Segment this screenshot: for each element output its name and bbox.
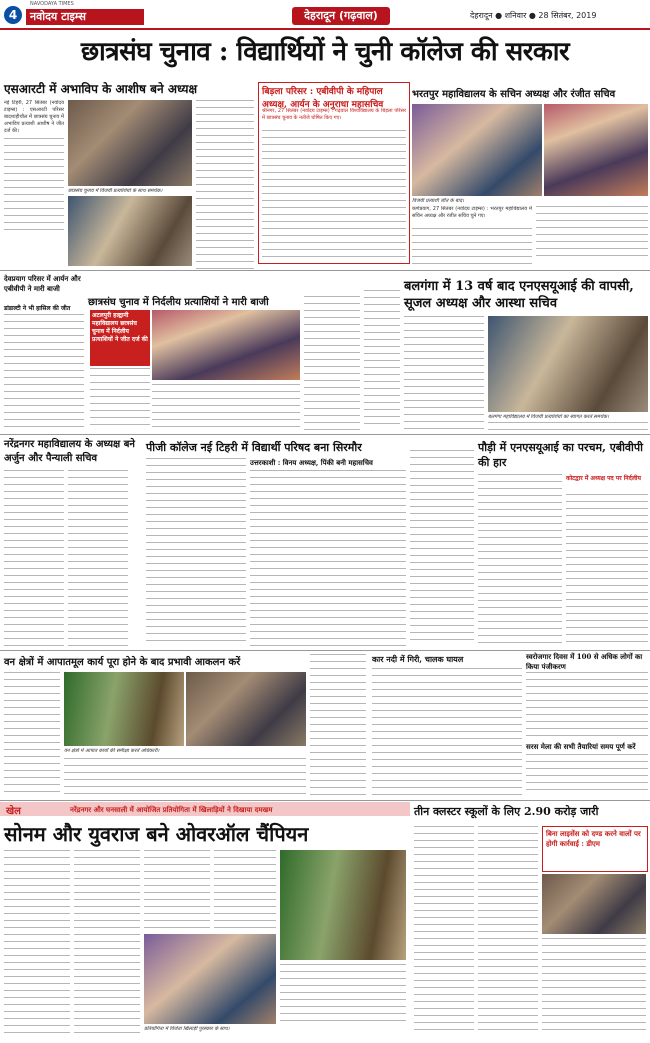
sports-body-3	[144, 850, 210, 930]
photo-bharatpur-1	[412, 104, 542, 196]
photo-caption-balganga: बलगंगा महाविद्यालय में विजयी प्रत्याशियों का स्वागत करते समर्थक।	[488, 414, 609, 420]
issue-date: देहरादून ● शनिवार ● 28 सितंबर, 2019	[470, 11, 597, 20]
article-body-pg-college	[146, 458, 246, 646]
photo-srt-winners	[68, 100, 192, 186]
article-title-bharatpur: भरतपुर महाविद्यालय के सचिन अध्यक्ष और रंजीत सचिव	[412, 89, 616, 100]
sports-body-2	[74, 850, 140, 1036]
article-body-srt	[4, 138, 64, 234]
photo-sports-2	[280, 850, 406, 960]
article-title-devprayag: देवप्रयाग परिसर में आर्यन और एबीवीपी ने मारी बाजी	[4, 274, 81, 293]
article-lead-bharatpur: कर्णप्रयाग, 27 सितंबर (नवोदय टाइम्स) : भरतपुर महाविद्यालय में सचिन अध्यक्ष और रंजीत सचिव चुने गए।	[412, 206, 532, 219]
article-body-independent-2	[152, 384, 300, 430]
article-body-kotdwar	[566, 494, 648, 646]
sports-headline: सोनम और युवराज बने ओवरऑल चैंपियन	[4, 822, 309, 846]
article-title-self-employment: स्वरोजगार दिवस में 100 से अधिक लोगों का किया पंजीकरण	[526, 652, 643, 671]
sports-body-5	[280, 964, 406, 1024]
photo-dm	[542, 874, 646, 934]
article-title-pg-college: पीजी कॉलेज नई टिहरी में विद्यार्थी परिषद बना सिरमौर	[146, 441, 362, 454]
article-body-cluster-1	[414, 826, 474, 1036]
article-title-pauri: पौड़ी में एनएसयूआई का परचम, एबीवीपी की हार	[478, 441, 643, 469]
article-title-forest: वन क्षेत्रों में आपातमूल कार्य पूरा होने के बाद प्रभावी आकलन करें	[4, 657, 241, 668]
license-box-text: बिना लाइसेंस को दण्ड करने वालों पर होगी कार्रवाई : डीएम	[546, 829, 641, 848]
article-body-side	[410, 450, 474, 646]
article-sub-kotdwar: कोटद्वार में अध्यक्ष पद पर निर्दलीय	[566, 475, 641, 482]
article-body-narendranagar	[4, 470, 64, 646]
article-body-forest-2	[64, 758, 306, 796]
article-body-forest-3	[310, 654, 366, 796]
photo-caption-forest: वन क्षेत्रों में आपात कार्यों की समीक्षा करते अधिकारी।	[64, 748, 160, 754]
article-body-saras-mela	[526, 754, 648, 796]
article-body-self-employment	[526, 672, 648, 740]
photo-bharatpur-2	[544, 104, 648, 196]
photo-forest-meeting	[64, 672, 184, 746]
article-body-birla	[262, 130, 406, 258]
article-body-devprayag	[4, 314, 84, 428]
row-divider-2	[0, 434, 650, 435]
article-title-birla: बिड़ला परिसर : एबीवीपी के महिपाल अध्यक्ष, आर्यन के अनुराधा महासचिव	[262, 87, 384, 110]
article-body-balganga-left	[364, 290, 400, 430]
row-divider-4	[0, 800, 650, 801]
section-tab: देहरादून (गढ़वाल)	[292, 7, 390, 25]
photo-caption-srt: छात्रसंघ चुनाव में विजयी प्रत्याशियों के साथ समर्थक।	[68, 188, 163, 194]
highlight-box-haldwani: अटलपुरी हल्द्वानी महाविद्यालय छात्रसंघ चुनाव में निर्दलीय प्रत्याशियों ने जीत दर्ज की	[90, 310, 150, 366]
article-title-saras-mela: सरस मेला की सभी तैयारियां समय पूर्ण करें	[526, 742, 636, 751]
article-body-balganga-2	[488, 422, 648, 430]
article-body-forest	[4, 672, 60, 796]
photo-balganga	[488, 316, 648, 412]
article-body-bharatpur-2	[536, 206, 648, 262]
article-title-narendranagar: नरेंद्रनगर महाविद्यालय के अध्यक्ष बने अर्जुन और पैन्याली सचिव	[4, 439, 135, 464]
article-title-cluster-schools: तीन क्लस्टर स्कूलों के लिए 2.90 करोड़ जारी	[414, 805, 599, 818]
row-divider-3	[0, 650, 650, 651]
article-body-cluster-3	[542, 938, 646, 1036]
sports-label: खेल	[6, 806, 21, 817]
article-lead-srt: नई टिहरी, 27 सितंबर (नवोदय टाइम्स) : एसआरटी परिसर बादशाहीथौल में छात्रसंघ चुनाव में अभाविप प्रत्याशी आशीष ने जीत दर्ज की।	[4, 100, 64, 134]
article-body-cluster-2	[478, 826, 538, 1036]
main-headline: छात्रसंघ चुनाव : विद्यार्थियों ने चुनी कॉलेज की सरकार	[80, 37, 570, 67]
page-number: 4	[4, 6, 22, 24]
article-body-narendranagar-2	[68, 470, 128, 646]
sports-body-4	[214, 850, 276, 930]
photo-sports-winners	[144, 934, 276, 1024]
sports-photo-caption: प्रतियोगिता में विजेता खिलाड़ी पुरस्कार के साथ।	[144, 1026, 230, 1032]
article-body-independent	[90, 368, 150, 430]
article-body-bharatpur	[412, 228, 532, 264]
article-body-pauri	[478, 474, 562, 646]
article-title-independent: छात्रसंघ चुनाव में निर्दलीय प्रत्याशियों ने मारी बाजी	[88, 297, 269, 308]
article-sub-uttarkashi: उत्तरकाशी : विनय अध्यक्ष, पिंकी बनी महासचिव	[250, 458, 373, 467]
photo-srt-group	[68, 196, 192, 266]
row-divider-1	[0, 270, 650, 271]
article-body-car-accident	[372, 668, 522, 796]
article-title-balganga: बलगंगा में 13 वर्ष बाद एनएसयूआई की वापसी, सूजल अध्यक्ष और आस्था सचिव	[404, 279, 634, 311]
article-body-independent-3	[304, 296, 360, 430]
sports-strap: नरेंद्रनगर और घनसाली में आयोजित प्रतियोगिता में खिलाड़ियों ने दिखाया दमखम	[70, 805, 273, 814]
article-lead-birla: श्रीनगर, 27 सितंबर (नवोदय टाइम्स) : गढ़वाल विश्वविद्यालय के बिड़ला परिसर में छात्रसंघ चुनाव के नतीजे घोषित किए गए।	[262, 108, 406, 121]
brand-small: NAVODAYA TIMES	[30, 1, 74, 7]
sports-body-1	[4, 850, 70, 1036]
article-body-uttarkashi	[250, 470, 406, 646]
brand-name: नवोदय टाइम्स	[30, 10, 86, 23]
article-body-srt-2	[196, 100, 254, 270]
photo-caption-bharatpur: विजयी प्रत्याशी जीत के बाद।	[412, 198, 464, 204]
article-body-balganga	[404, 316, 484, 430]
photo-forest-meeting-2	[186, 672, 306, 746]
article-sub-devprayag: डांडाल्टी ने भी हासिल की जीत	[4, 305, 71, 312]
article-title-car-accident: कार नदी में गिरी, चालक घायल	[372, 654, 464, 664]
photo-independent-winners	[152, 310, 300, 380]
article-title-srt: एसआरटी में अभाविप के आशीष बने अध्यक्ष	[4, 82, 198, 96]
